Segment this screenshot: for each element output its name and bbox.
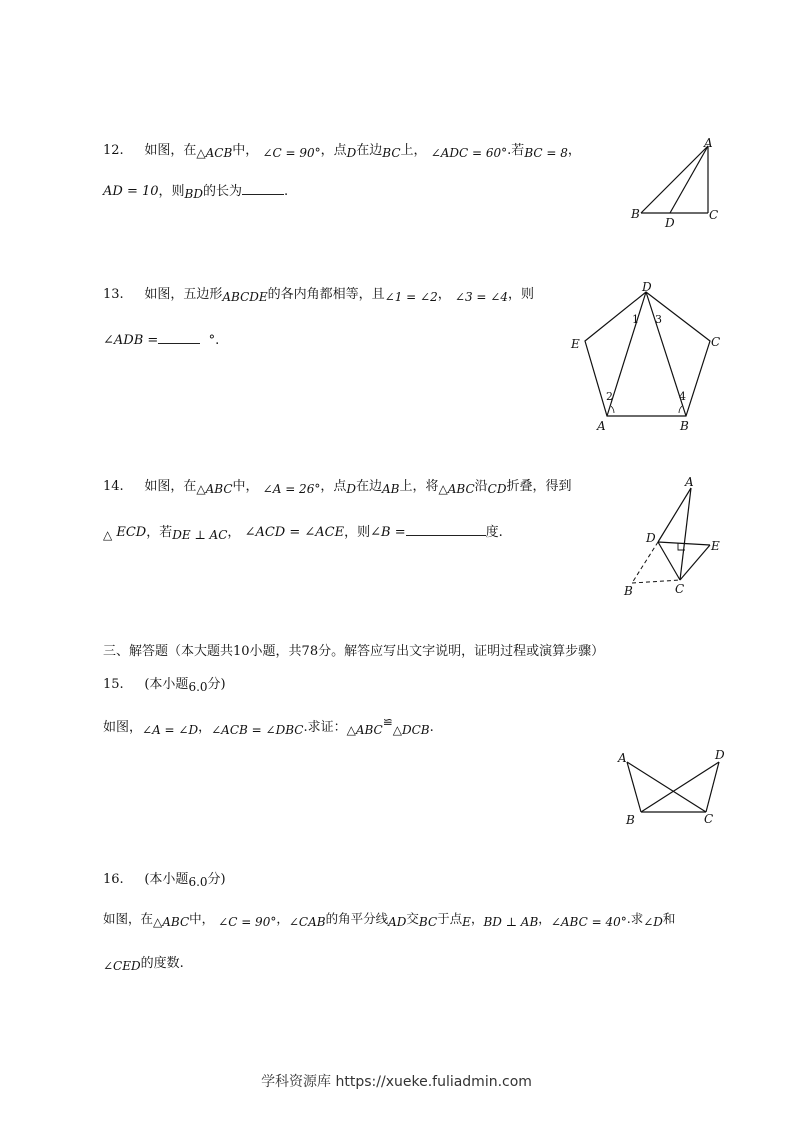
q15-header: 15. (本小题6.0分): [103, 677, 226, 694]
q14-line1: 14. 如图，在△ABC中， ∠A = 26°，点D在边AB上，将△ABC沿CD折叠，得到: [103, 479, 572, 496]
q13-label-a: A: [597, 419, 606, 433]
q13-line1: 13. 如图，五边形ABCDE的各内角都相等，且∠1 = ∠2， ∠3 = ∠4，则: [103, 287, 534, 304]
q13-line2: ∠ADB = °.: [103, 333, 220, 348]
footer-watermark: 学科资源库 https://xueke.fuliadmin.com: [261, 1074, 532, 1090]
q16-header: 16. (本小题6.0分): [103, 872, 226, 889]
q16-number: 16.: [103, 872, 124, 887]
q12-label-a: A: [704, 136, 713, 150]
q15-number: 15.: [103, 677, 124, 692]
q14-figure: [615, 470, 735, 602]
section-heading: 三、解答题（本大题共10小题，共78分。解答应写出文字说明，证明过程或演算步骤）: [103, 644, 605, 659]
q15-line1: 如图，∠A = ∠D，∠ACB = ∠DBC.求证：△ABC≌△DCB.: [103, 715, 434, 737]
q13-angle-4: 4: [679, 390, 686, 403]
q15-label-d: D: [715, 748, 725, 762]
q12-figure: [628, 136, 728, 232]
q12-label-b: B: [631, 207, 640, 221]
q12-label-c: C: [709, 208, 719, 222]
q13-number: 13.: [103, 287, 124, 302]
q13-answer-blank[interactable]: [158, 331, 200, 344]
q13-angle-1: 1: [632, 313, 639, 326]
q13-label-c: C: [711, 335, 721, 349]
q15-label-b: B: [626, 813, 635, 827]
q13-label-d: D: [642, 280, 652, 294]
q12-label-d: D: [665, 216, 675, 230]
q12-number: 12.: [103, 143, 124, 158]
q13-angle-2: 2: [606, 390, 613, 403]
q16-line1: 如图，在△ABC中， ∠C = 90°，∠CAB的角平分线AD交BC于点E，BD ⊥ AB，∠ABC = 40°.求∠D和: [103, 911, 676, 929]
q14-label-d: D: [646, 531, 656, 545]
q13-figure: [565, 280, 725, 438]
q12-line1: 12. 如图，在△ACB中， ∠C = 90°，点D在边BC上， ∠ADC = 60°.若BC = 8，: [103, 143, 581, 160]
q14-line2: △ ECD，若DE ⊥ AC， ∠ACD = ∠ACE，则∠B = 度.: [103, 525, 503, 542]
q14-label-b: B: [624, 584, 633, 598]
q14-label-c: C: [675, 582, 685, 596]
q13-angle-3: 3: [655, 313, 662, 326]
q13-label-b: B: [680, 419, 689, 433]
q14-answer-blank[interactable]: [406, 523, 486, 536]
q16-line2: ∠CED的度数.: [103, 956, 184, 973]
q13-label-e: E: [571, 337, 580, 351]
q14-number: 14.: [103, 479, 124, 494]
q14-label-e: E: [711, 539, 720, 553]
q15-label-a: A: [618, 751, 627, 765]
q15-label-c: C: [704, 812, 714, 826]
q14-label-a: A: [685, 475, 694, 489]
q15-figure: [612, 744, 737, 828]
q12-line2: AD = 10，则BD的长为 .: [103, 184, 289, 201]
q12-answer-blank[interactable]: [242, 182, 284, 195]
